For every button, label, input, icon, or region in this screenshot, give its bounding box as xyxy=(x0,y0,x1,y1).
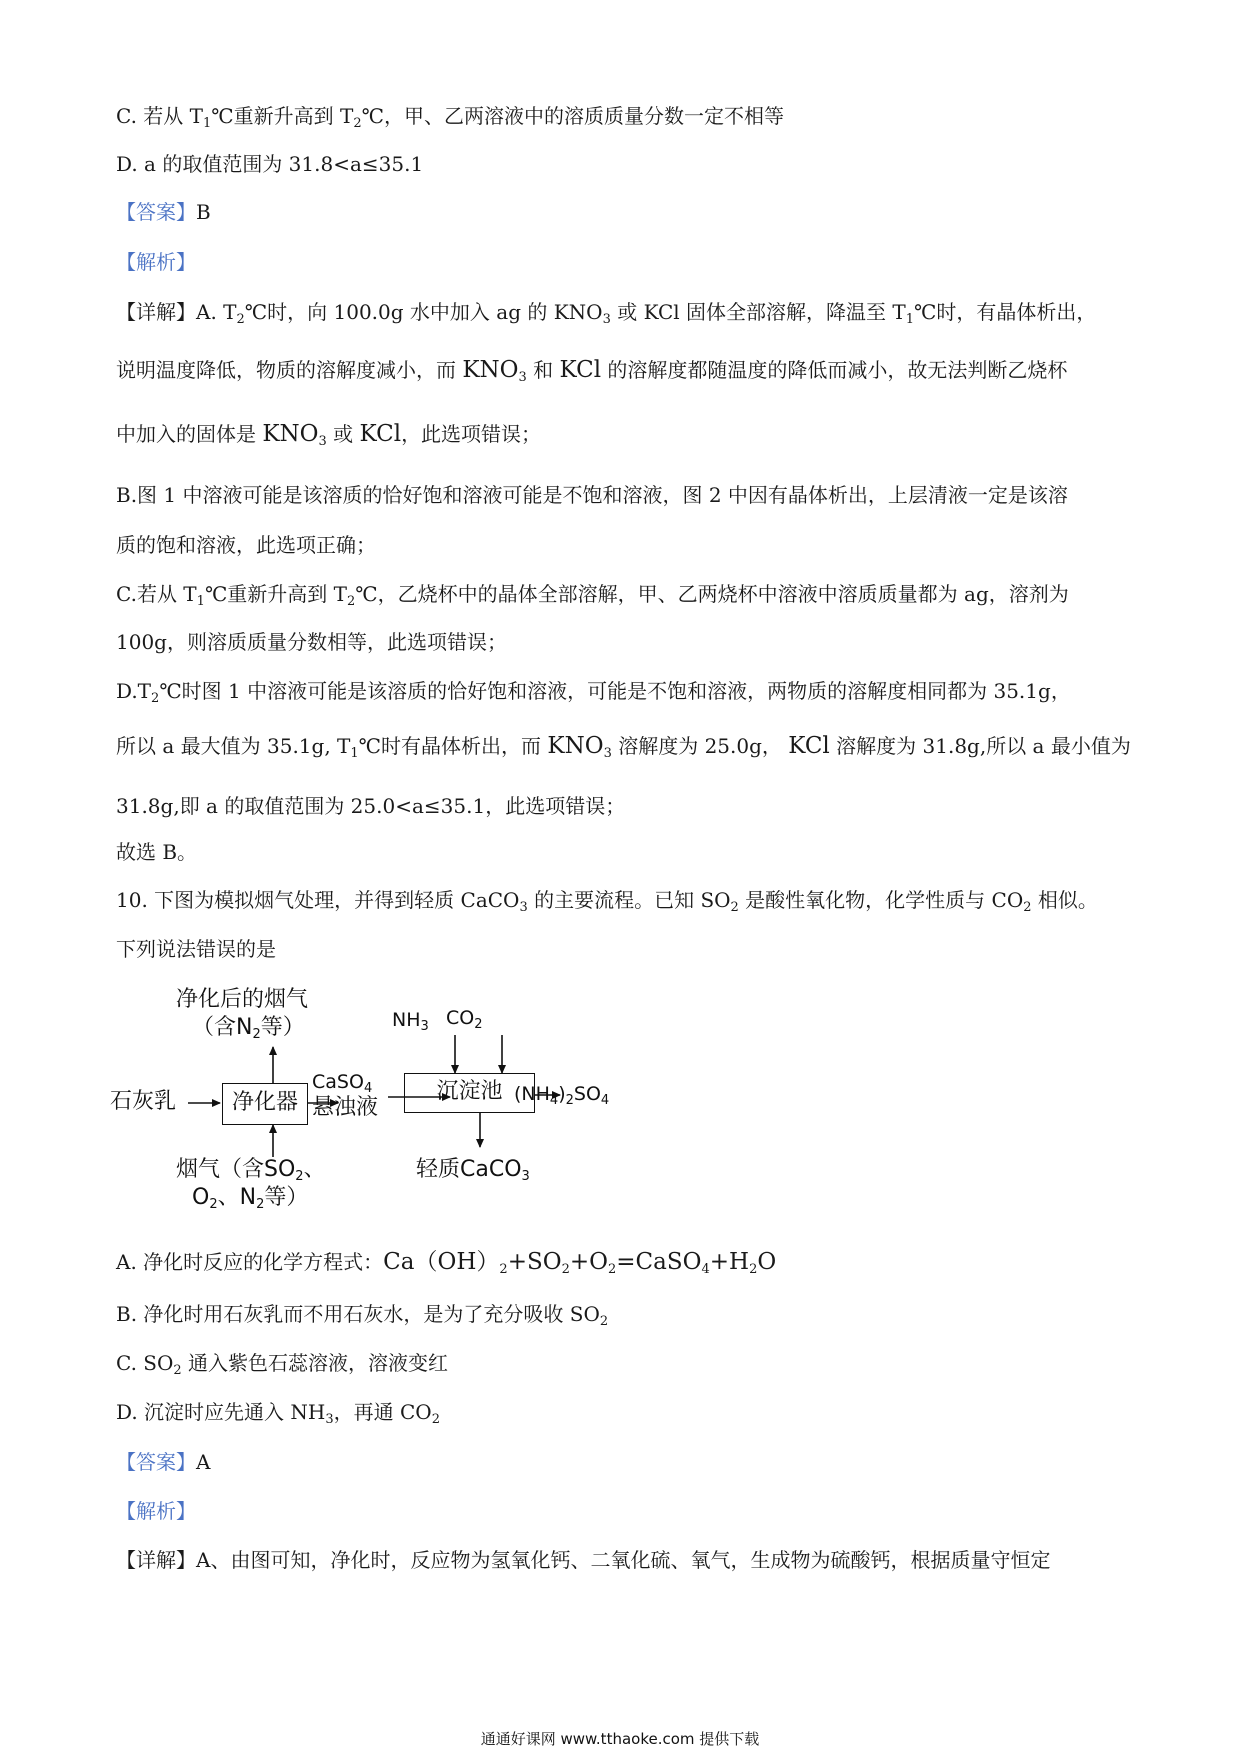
answer-line-2: 【答案】A xyxy=(116,1450,211,1474)
label-nh3: $NH_3$ xyxy=(392,1009,429,1034)
analysis-tag-2: 【解析】 xyxy=(116,1499,196,1523)
option-d2-line: D. 沉淀时应先通入 $NH_3$，再通 $CO_2$ xyxy=(116,1400,440,1427)
detail-line-c1: C.若从 $T_1℃$重新升高到 $T_2℃$，乙烧杯中的晶体全部溶解，甲、乙两烧杯中溶液中溶质质量都为 ag，溶剂为 xyxy=(116,582,1069,609)
detail-line-a2: 说明温度降低，物质的溶解度减小，而 $KNO_3$ 和 KCl 的溶解度都随温度的降低而减小，故无法判断乙烧杯 xyxy=(116,357,1068,385)
detail-line-d2: 所以 a 最大值为 35.1g, $T_1℃$时有晶体析出，而 $KNO_3$ 溶解度为 25.0g， KCl 溶解度为 31.8g,所以 a 最小值为 xyxy=(116,733,1131,761)
label-clean-gas: 净化后的烟气 xyxy=(176,987,309,1012)
label-caso4: CaSO$_4$ xyxy=(312,1071,373,1096)
option-c2-line: C. $SO_2$ 通入紫色石蕊溶液，溶液变红 xyxy=(116,1351,449,1378)
detail-line-a1: 【详解】A. $T_2℃$时，向 100.0g 水中加入 ag 的 $KNO_3$ 或 KCl 固体全部溶解，降温至 $T_1℃$时，有晶体析出， xyxy=(116,300,1097,327)
label-lime-milk: 石灰乳 xyxy=(110,1089,177,1114)
label-clean-gas-content: （含$N_2$等） xyxy=(192,1015,305,1042)
label-flue-gas: 烟气（含$SO_2$、 xyxy=(176,1157,326,1184)
label-suspension: 悬浊液 xyxy=(312,1095,379,1120)
label-light-caco3: 轻质CaCO$_3$ xyxy=(416,1157,530,1184)
option-d-line: D. a 的取值范围为 31.8<a≤35.1 xyxy=(116,152,424,176)
detail-line-c2: 100g，则溶质质量分数相等，此选项错误； xyxy=(116,630,507,654)
label-flue-gas-content: $O_2$、$N_2$等） xyxy=(192,1185,309,1212)
option-a-line: A. 净化时反应的化学方程式：$Ca(OH)_2+SO_2+O_2=CaSO_4+H_2O$ xyxy=(116,1249,777,1277)
answer-tag-2: 【答案】 xyxy=(116,1450,196,1474)
analysis-tag: 【解析】 xyxy=(116,250,196,274)
conclusion-line: 故选 B。 xyxy=(116,840,198,864)
question-10-stem: 10. 下图为模拟烟气处理，并得到轻质 CaCO$_3$ 的主要流程。已知 $SO_2$ 是酸性氧化物，化学性质与 $CO_2$ 相似。 xyxy=(116,888,1098,915)
detail-line-b1: B.图 1 中溶液可能是该溶质的恰好饱和溶液可能是不饱和溶液，图 2 中因有晶体析出，上层清液一定是该溶 xyxy=(116,483,1068,507)
detail-line-2: 【详解】A、由图可知，净化时，反应物为氢氧化钙、二氧化硫、氧气，生成物为硫酸钙，根据质量守恒定 xyxy=(116,1548,1051,1572)
label-ammonium-sulfate: $(NH_4)_2SO_4$ xyxy=(514,1083,610,1108)
detail-line-d1: $D.T_2℃$时图 1 中溶液可能是该溶质的恰好饱和溶液，可能是不饱和溶液，两物质的溶解度相同都为 35.1g， xyxy=(116,679,1071,706)
flow-diagram xyxy=(110,985,710,1225)
detail-line-d3: 31.8g,即 a 的取值范围为 25.0<a≤35.1，此选项错误； xyxy=(116,794,626,818)
box-purifier: 净化器 xyxy=(222,1083,308,1125)
question-10-stem-2: 下列说法错误的是 xyxy=(116,937,276,961)
detail-line-b2: 质的饱和溶液，此选项正确； xyxy=(116,533,376,557)
answer-tag: 【答案】 xyxy=(116,200,196,224)
label-co2: $CO_2$ xyxy=(446,1007,483,1032)
option-b-line: B. 净化时用石灰乳而不用石灰水，是为了充分吸收 $SO_2$ xyxy=(116,1302,609,1329)
box-settling-tank: 沉淀池 xyxy=(404,1073,535,1113)
page-footer: 通通好课网 www.tthaoke.com 提供下载 xyxy=(480,1730,760,1748)
option-c-line: C. 若从 $T_1℃$重新升高到 $T_2℃$，甲、乙两溶液中的溶质质量分数一定不相等 xyxy=(116,104,785,131)
answer-line: 【答案】B xyxy=(116,200,211,224)
detail-line-a3: 中加入的固体是 $KNO_3$ 或 KCl，此选项错误； xyxy=(116,421,542,449)
